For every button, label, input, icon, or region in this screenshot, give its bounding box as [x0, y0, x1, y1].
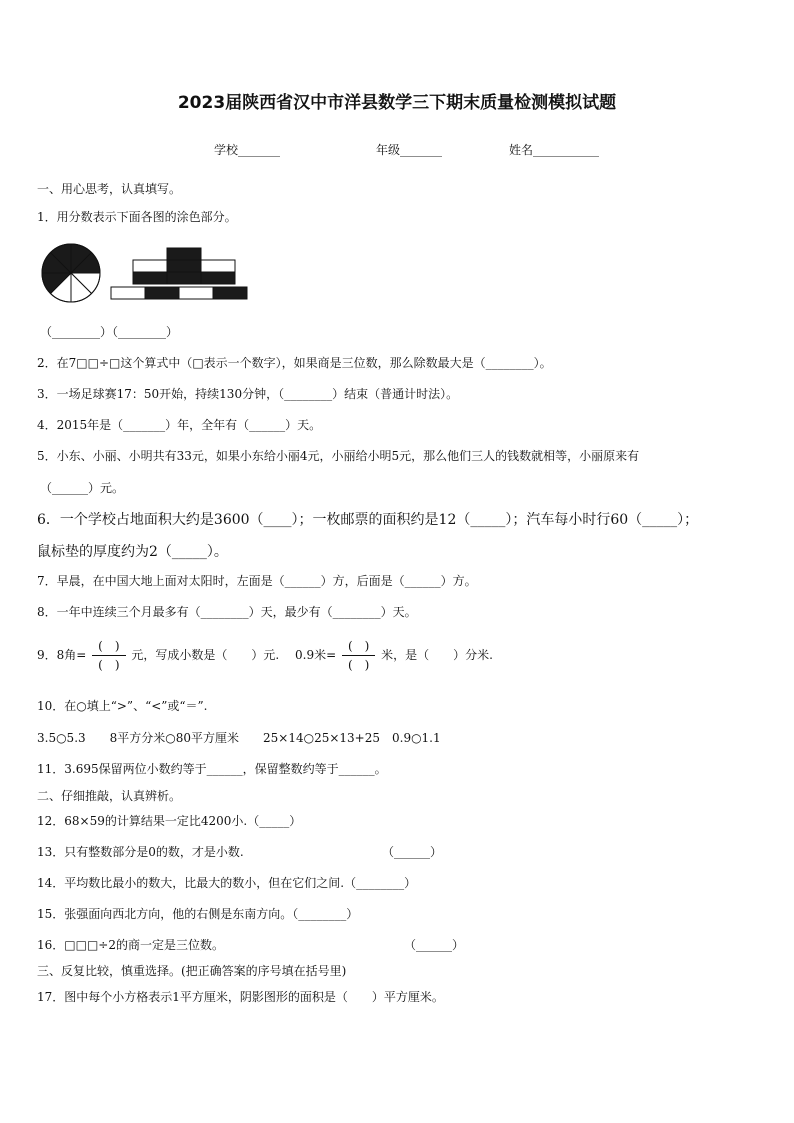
- fraction-blank: [342, 637, 375, 674]
- brick-shaded: [133, 272, 167, 284]
- brick: [133, 260, 167, 272]
- school-field: 学校_______: [214, 143, 281, 157]
- question-16-blank: （______）: [404, 938, 465, 952]
- question-16: 16．□□□÷2的商一定是三位数。: [37, 938, 224, 952]
- circle-fraction-figure: [40, 242, 102, 304]
- question-9-part-a: 9．8角=: [37, 648, 87, 662]
- section-1-heading: 一、用心思考，认真填写。: [37, 182, 182, 196]
- question-9-part-c: 米，是（ ）分米.: [381, 648, 493, 662]
- brick-shaded: [167, 272, 201, 284]
- question-11: 11．3.695保留两位小数约等于______，保留整数约等于______。: [37, 762, 387, 776]
- fraction-blank: [92, 637, 125, 674]
- question-2: 2．在7□□÷□这个算式中（□表示一个数字），如果商是三位数，那么除数最大是（________）。: [37, 356, 552, 370]
- brick-shaded: [201, 272, 235, 284]
- question-6-line-2: 鼠标垫的厚度约为2（_____）。: [37, 544, 228, 560]
- brick-shaded: [167, 260, 201, 272]
- question-12: 12．68×59的计算结果一定比4200小.（_____）: [37, 814, 302, 828]
- page-title: 2023届陕西省汉中市洋县数学三下期末质量检测模拟试题: [177, 93, 617, 113]
- brick-wall-figure: [110, 247, 248, 303]
- question-8: 8．一年中连续三个月最多有（________）天，最少有（________）天。: [37, 605, 417, 619]
- fraction-numerator: ( ): [92, 637, 125, 656]
- brick-shaded: [145, 287, 179, 299]
- question-6-line-1: 6．一个学校占地面积大约是3600（____）；一枚邮票的面积约是12（_____）；汽车每小时行60（_____）；: [37, 512, 699, 528]
- brick-shaded: [213, 287, 247, 299]
- question-9-part-b: 元，写成小数是（ ）元. 0.9米=: [131, 648, 337, 662]
- section-2-heading: 二、仔细推敲，认真辨析。: [37, 789, 182, 803]
- name-field: 姓名___________: [509, 143, 600, 157]
- question-9: [37, 637, 493, 674]
- brick: [111, 287, 145, 299]
- fraction-denominator: ( ): [98, 658, 120, 672]
- fraction-numerator: ( ): [342, 637, 375, 656]
- question-1-blanks: （________）（________）: [40, 325, 179, 339]
- question-5-line-1: 5．小东、小丽、小明共有33元，如果小东给小丽4元，小丽给小明5元，那么他们三人的钱数就相等，小丽原来有: [37, 449, 640, 463]
- question-10: 10．在○填上“>”、“<”或“＝”.: [37, 699, 208, 713]
- grade-field: 年级_______: [376, 143, 443, 157]
- question-1: 1．用分数表示下面各图的涂色部分。: [37, 210, 237, 224]
- question-17: 17．图中每个小方格表示1平方厘米，阴影图形的面积是（ ）平方厘米。: [37, 990, 444, 1004]
- question-14: 14．平均数比最小的数大，比最大的数小，但在它们之间.（________）: [37, 876, 417, 890]
- question-7: 7．早晨，在中国大地上面对太阳时，左面是（______）方，后面是（______）方。: [37, 574, 477, 588]
- question-3: 3．一场足球赛17：50开始，持续130分钟，（________）结束（普通计时法）。: [37, 387, 459, 401]
- brick-shaded: [167, 248, 201, 260]
- question-4: 4．2015年是（_______）年，全年有（______）天。: [37, 418, 322, 432]
- question-10-items: 3.5○5.3 8平方分米○80平方厘米 25×14○25×13+25 0.9○1.1: [37, 731, 441, 745]
- brick: [179, 287, 213, 299]
- question-15: 15．张强面向西北方向，他的右侧是东南方向。（________）: [37, 907, 359, 921]
- fraction-denominator: ( ): [347, 658, 370, 672]
- question-13-blank: （______）: [382, 845, 443, 859]
- question-5-line-2: （______）元。: [40, 481, 125, 495]
- section-3-heading: 三、反复比较，慎重选择。(把正确答案的序号填在括号里): [37, 964, 347, 978]
- question-13: 13．只有整数部分是0的数，才是小数.: [37, 845, 244, 859]
- brick: [201, 260, 235, 272]
